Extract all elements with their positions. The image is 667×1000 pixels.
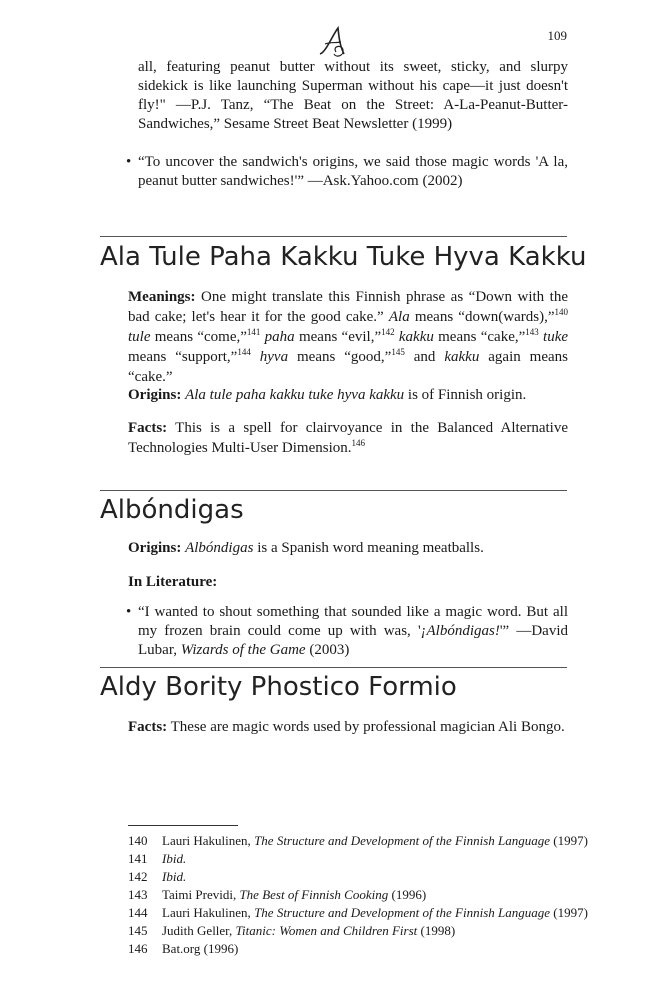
origins-paragraph — [128, 538, 568, 558]
footnote-ref: 146 — [351, 438, 365, 448]
footnote — [128, 850, 588, 868]
page-number: 109 — [547, 28, 567, 43]
facts-paragraph — [128, 418, 568, 458]
entry-title: Ala Tule Paha Kakku Tuke Hyva Kakku — [100, 242, 587, 272]
footnote-ref: 143 — [525, 327, 539, 337]
footnote-ref: 144 — [237, 347, 251, 357]
list-item — [126, 603, 568, 660]
meanings-text: means “good,” — [288, 349, 392, 365]
footnote — [128, 904, 588, 922]
origins-paragraph — [128, 385, 568, 405]
footnote-text: (1997) — [550, 905, 588, 920]
footnote-title: Ibid. — [162, 869, 187, 884]
footnote-text: Judith Geller, — [162, 923, 236, 938]
footnote-text: Lauri Hakulinen, — [162, 905, 255, 920]
foreign-word: Albóndigas — [185, 540, 254, 556]
foreign-phrase: Ala tule paha kakku tuke hyva kakku — [185, 387, 405, 403]
book-title: Wizards of the Game — [180, 642, 306, 658]
script-A-ornament-icon — [314, 22, 354, 62]
origins-label: Origins: — [128, 540, 182, 556]
meanings-text: means “support,” — [128, 349, 238, 365]
meanings-text: again means “cake.” — [128, 349, 568, 385]
footnote-number: 140 — [128, 833, 148, 848]
footnote-title: The Structure and Development of the Finnish Language — [254, 905, 551, 920]
foreign-word: hyva — [250, 349, 289, 365]
footnote-number: 144 — [128, 905, 148, 920]
footnote-number: 146 — [128, 941, 148, 956]
meanings-text: means “evil,” — [294, 329, 382, 345]
foreign-word: tuke — [538, 329, 569, 345]
footnote-text: (1998) — [417, 923, 456, 938]
footnote-number: 142 — [128, 869, 148, 884]
footnote-text: Bat.org (1996) — [162, 941, 239, 956]
meanings-text: means “down(wards),” — [409, 309, 555, 325]
quote-text: “To uncover the sandwich's origins, we said those magic words 'A la, peanut butter sandwiches!'” —Ask.Yahoo.com (2002) — [138, 154, 568, 189]
foreign-word: tule — [128, 329, 151, 345]
origins-text: is of Finnish origin. — [404, 387, 527, 403]
foreign-word: Ala — [388, 309, 410, 325]
literature-label — [128, 572, 568, 592]
footnote-text: (1997) — [550, 833, 588, 848]
facts-text: These are magic words used by professional magician Ali Bongo. — [167, 719, 565, 735]
footnote-divider — [128, 825, 238, 826]
foreign-word: ¡Albóndigas! — [420, 623, 500, 639]
meanings-text: and — [404, 349, 445, 365]
footnote-number: 141 — [128, 851, 148, 866]
foreign-word: kakku — [444, 349, 480, 365]
foreign-word: paha — [260, 329, 295, 345]
meanings-text: means “come,” — [150, 329, 247, 345]
footnote-text: Taimi Previdi, — [162, 887, 240, 902]
meanings-paragraph — [128, 287, 568, 387]
footnote-title: Ibid. — [162, 851, 187, 866]
section-divider — [100, 236, 567, 237]
entry-title: Aldy Bority Phostico Formio — [100, 672, 457, 702]
facts-text: This is a spell for clairvoyance in the Balanced Alternative Technologies Multi-User Dimension. — [128, 420, 568, 456]
facts-label: Facts: — [128, 719, 168, 735]
footnote — [128, 940, 588, 958]
section-divider — [100, 667, 567, 668]
bullet-icon: • — [126, 154, 132, 170]
footnote-ref: 145 — [391, 347, 405, 357]
footnote-title: The Structure and Development of the Finnish Language — [254, 833, 551, 848]
footnote-text: (1996) — [388, 887, 427, 902]
footnote-ref: 141 — [246, 327, 261, 337]
footnote — [128, 886, 588, 904]
footnote-number: 145 — [128, 923, 148, 938]
entry-title: Albóndigas — [100, 495, 244, 525]
footnote-ref: 140 — [554, 307, 568, 317]
footnote-number: 143 — [128, 887, 148, 902]
footnotes — [128, 832, 588, 958]
footnote-text: Lauri Hakulinen, — [162, 833, 255, 848]
quote-part: '” —David Lubar, — [138, 623, 568, 658]
quote-text — [138, 603, 568, 660]
footnote-ref: 142 — [381, 327, 395, 337]
section-divider — [100, 490, 567, 491]
quote-part: (2003) — [305, 642, 350, 658]
facts-paragraph — [128, 717, 568, 737]
quote-part: “I wanted to shout something that sounded like a magic word. But all my frozen brain could come up with was, ' — [138, 604, 568, 639]
footnote — [128, 868, 588, 886]
foreign-word: kakku — [394, 329, 434, 345]
origins-text: is a Spanish word meaning meatballs. — [253, 540, 484, 556]
meanings-text: One might translate this Finnish phrase as “Down with the bad cake; let's hear it for the good cake.” — [128, 289, 568, 325]
footnote-title: The Best of Finnish Cooking — [239, 887, 389, 902]
meanings-label: Meanings: — [128, 289, 196, 305]
list-item — [126, 153, 568, 191]
origins-label: Origins: — [128, 387, 182, 403]
footnote-title: Titanic: Women and Children First — [235, 923, 418, 938]
footnote — [128, 922, 588, 940]
bullet-icon: • — [126, 604, 132, 620]
continuation-quote: all, featuring peanut butter without its sweet, sticky, and slurpy sidekick is like launching Superman without his cape—it just doesn't fly!" —P.J. Tanz, “The Beat on the Street: A-La-Peanut-Butter-Sandwiches,” Sesame Street Beat Newsletter (1999) — [138, 59, 568, 132]
meanings-text: means “cake,” — [433, 329, 526, 345]
literature-label-text: In Literature: — [128, 574, 218, 590]
footnote — [128, 832, 588, 850]
facts-label: Facts: — [128, 420, 168, 436]
